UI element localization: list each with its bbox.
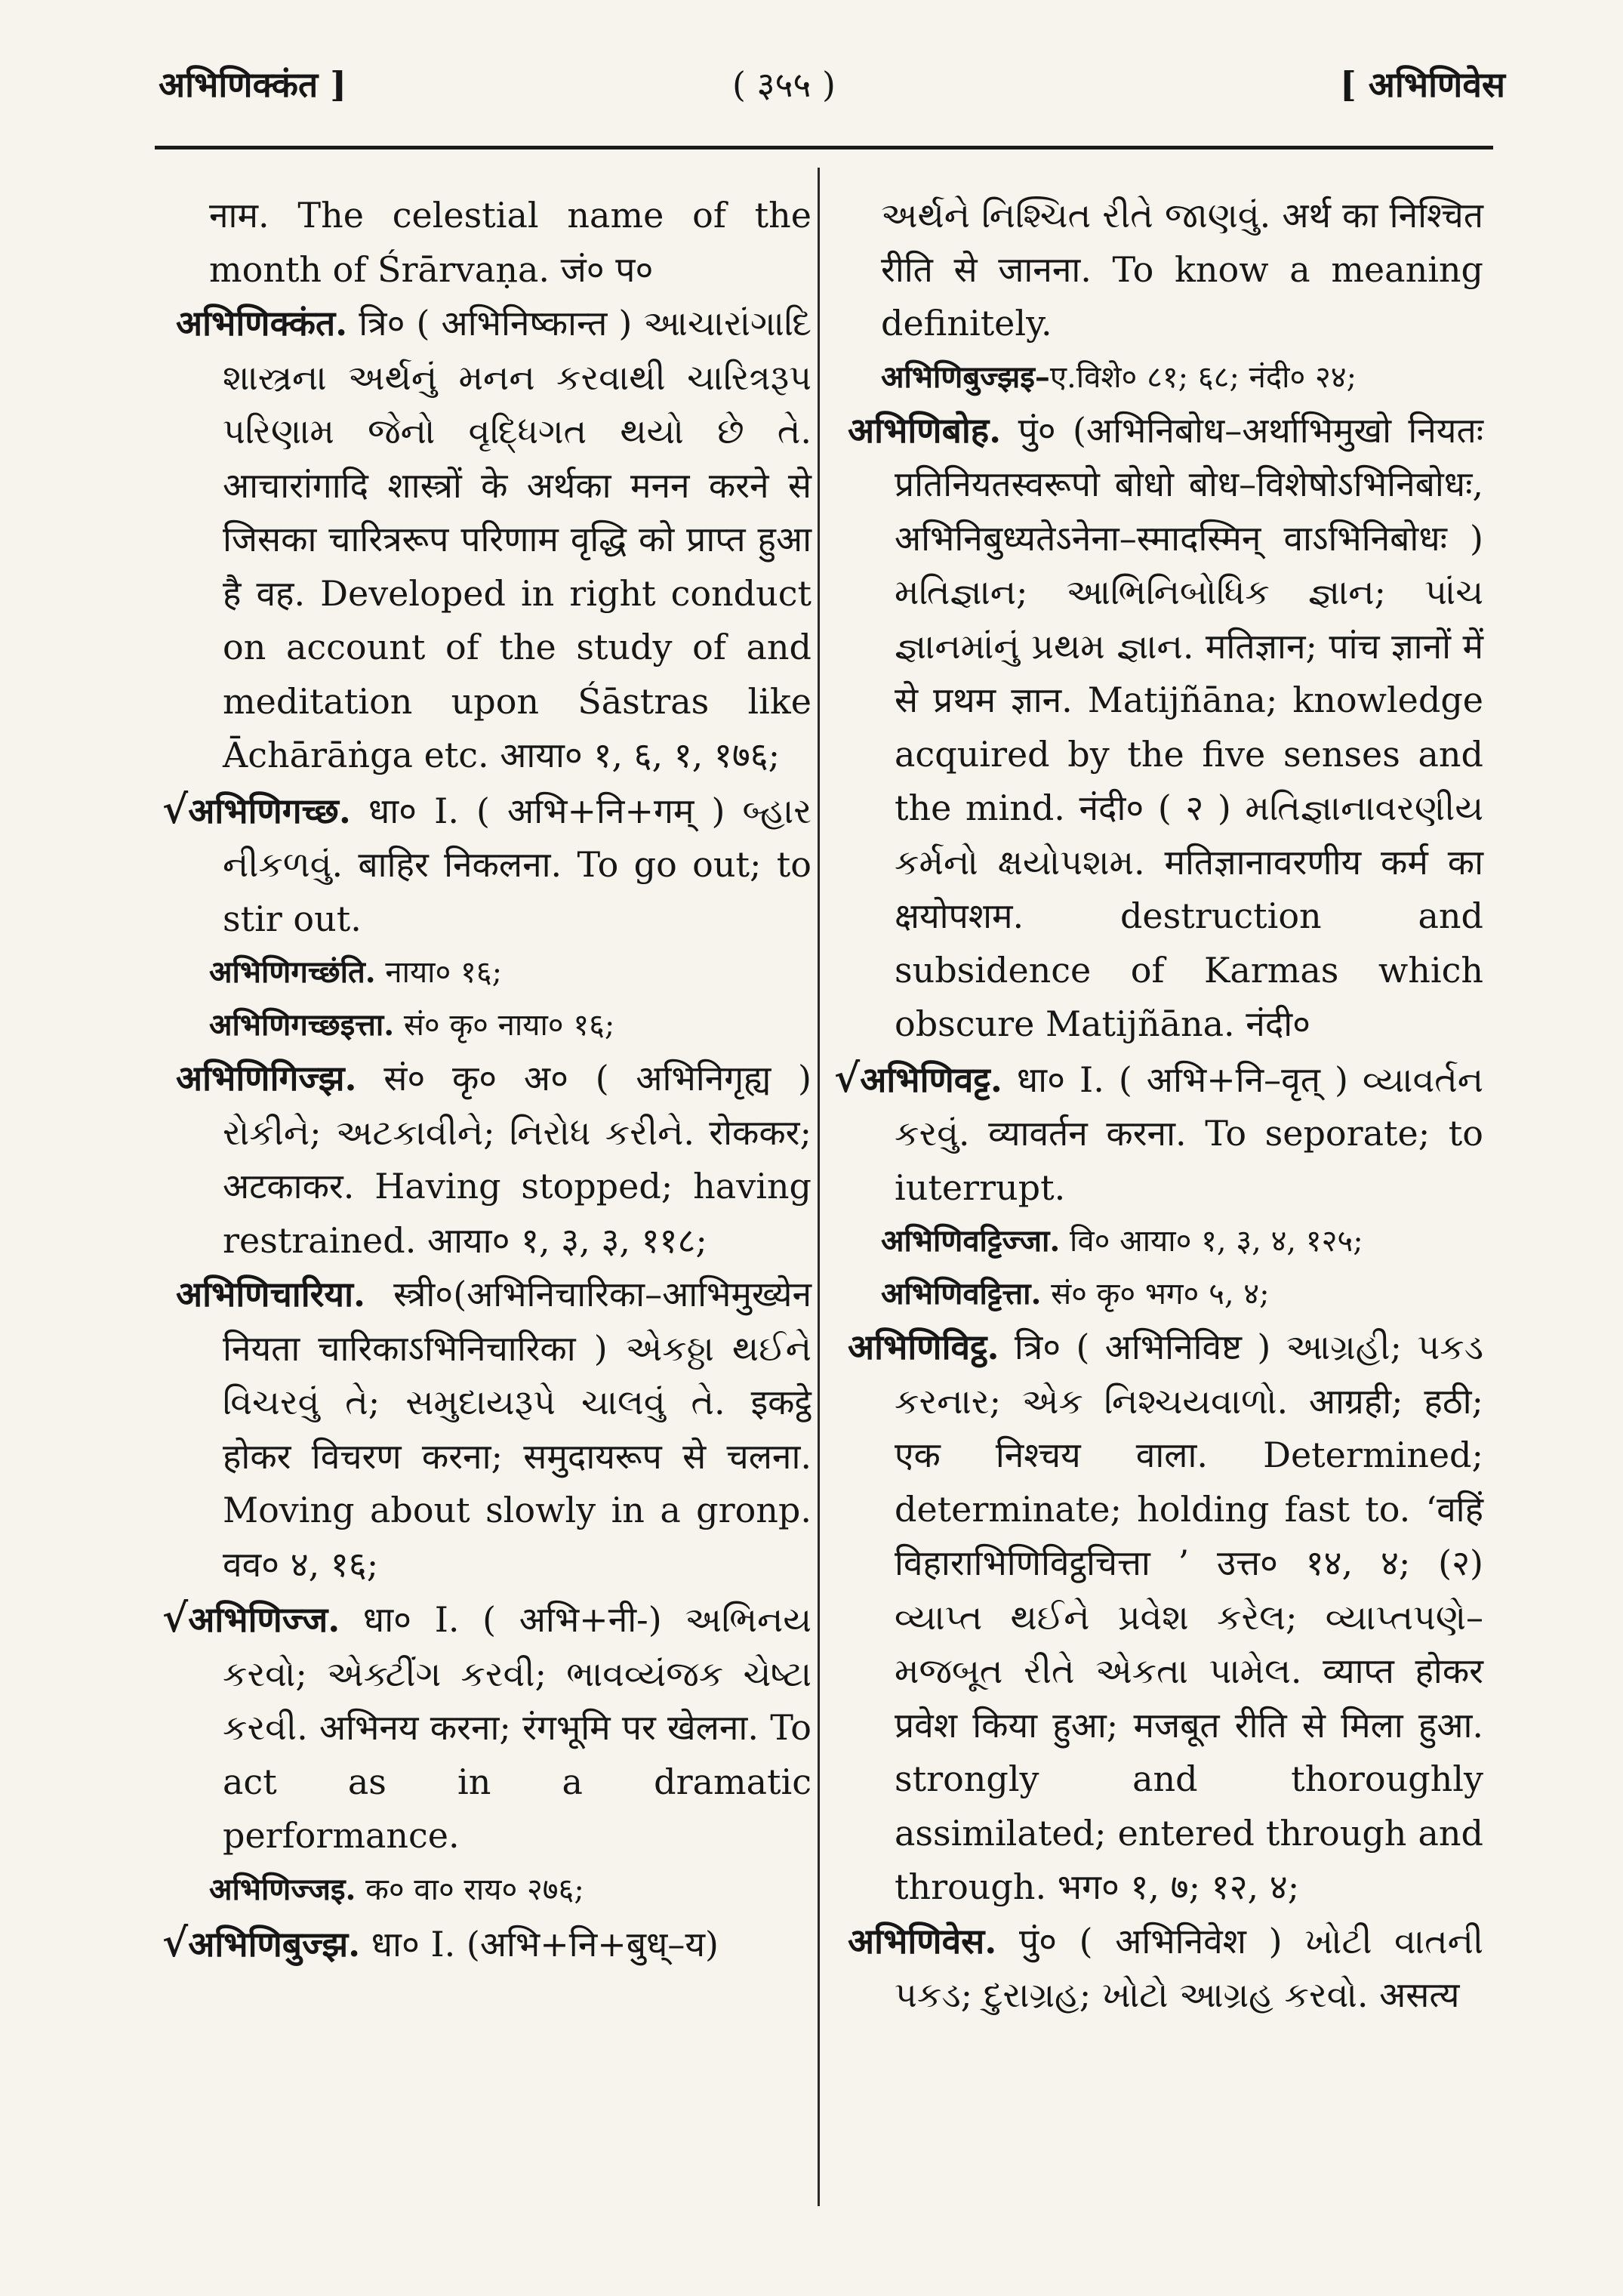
header-right-guideword: [ अभिणिवेस (1339, 64, 1505, 105)
entry-headword: अभिणिबुज्झइ– (881, 359, 1050, 395)
entry-headword: अभिणिबोह. (848, 409, 1002, 451)
entry-headword: अभिणिबुज्झ. (188, 1923, 361, 1965)
dictionary-entry: √अभिणिज्ज. धा० I. ( अभि+नी-) અભિનય કરવો; એક્ટીંગ કરવી; ભાવવ્યંજક ચેષ્ટા કરવી. अभिनय करना; रंगभूमि पर खेलना. To act as in a dramatic performance. (162, 1595, 812, 1856)
right-column (834, 189, 1483, 2023)
entry-headword: अभिणिगच्छंति. (209, 954, 376, 990)
header-left-guideword: अभिणिक्कंत ] (159, 64, 346, 105)
page-header (151, 54, 1510, 115)
entry-headword: अभिणिक्कंत. (176, 303, 348, 344)
dictionary-subentry: अभिणिगच्छइत्ता. सं० कृ० नाया० १६; (209, 1007, 615, 1043)
checkmark-icon: √ (834, 1055, 861, 1102)
page-number: ( ३५५ ) (732, 64, 836, 105)
dictionary-subentry: अभिणिवट्टित्ता. सं० कृ० भग० ५, ४; (881, 1276, 1270, 1311)
entry-headword: अभिणिज्जइ. (209, 1871, 356, 1907)
dictionary-entry: अभिणिबोह. पुं० (अभिनिबोध–अर्थाभिमुखो नियतः प्रतिनियतस्वरूपो बोधो बोध–विशेषोऽभिनिबोधः, अभिनिबुध्यतेऽनेना–स्मादस्मिन् वाऽभिनिबोधः ) મતિજ્ઞાન; આભિનિબોધિક જ્ઞાન; પાંચ જ્ઞાનમાંનું પ્રથમ જ્ઞાન. मतिज्ञान; पांच ज्ञानों में से प्रथम ज्ञान. Matijñāna; knowledge acquired by the five senses and the mind. नंदी० ( २ ) મતિજ્ઞાનાવરણીય કર્મનો ક્ષયોપશમ. मतिज्ञानावरणीय कर्म का क्षयोपशम. destruction and subsidence of Karmas which obscure Matijñāna. नंदी० (848, 409, 1483, 1044)
dictionary-entry: √अभिणिबुज्झ. धा० I. (अभि+नि+बुध्–य) (162, 1919, 719, 1966)
dictionary-entry: √अभिणिवट्ट. धा० I. ( अभि+नि–वृत् ) વ્યાવર્તન કરવું. व्यावर्तन करना. To seporate; to iuterrupt. (834, 1055, 1484, 1208)
entry-headword: अभिणिविट्ठ. (848, 1327, 999, 1367)
dictionary-entry: √अभिणिगच्छ. धा० I. ( अभि+नि+गम् ) બ્હાર નીકળવું. बाहिर निकलना. To go out; to stir out. (162, 786, 812, 939)
left-column (162, 189, 812, 1971)
entry-headword: अभिणिगिज्झ. (176, 1058, 357, 1099)
dictionary-subentry: अभिणिबुज्झइ–ए.विशे० ८१; ६८; नंदी० २४; (881, 359, 1357, 395)
entry-headword: अभिणिवेस. (848, 1920, 997, 1962)
entry-headword: अभिणिवट्टिज्जा. (881, 1223, 1061, 1259)
entry-headword: अभिणिवट्टित्ता. (881, 1276, 1042, 1311)
dictionary-entry: नाम. The celestial name of the month of Śrārvaṇa. जं० प० (209, 195, 812, 290)
dictionary-subentry: अभिणिज्जइ. क० वा० राय० २७६; (209, 1871, 584, 1907)
entry-headword: अभिणिवट्ट. (860, 1059, 1002, 1100)
checkmark-icon: √ (162, 786, 189, 833)
dictionary-subentry: अभिणिवट्टिज्जा. वि० आया० १, ३, ४, १२५; (881, 1223, 1363, 1259)
column-divider (818, 168, 820, 2206)
header-rule (155, 146, 1493, 149)
entry-headword: अभिणिचारिया. (176, 1274, 366, 1314)
dictionary-entry: अभिणिविट्ठ. त्रि० ( अभिनिविष्ट ) આગ્રહી; પકડ કરનાર; એક નિશ્ચયવાળો. आग्रही; हठी; एक निश्चय वाला. Determined; determinate; holding fast to. ‘वहिं विहाराभिणिविट्ठचित्ता ’ उत्त० १४, ४; (२) વ્યાપ્ત થઈને પ્રવેશ કરેલ; વ્યાપ્તપણે–મજબૂત રીતે એકતા પામેલ. व्याप्त होकर प्रवेश किया हुआ; मजबूत रीति से मिला हुआ. strongly and thoroughly assimilated; entered through and through. भग० १, ७; १२, ४; (848, 1327, 1483, 1907)
dictionary-entry: अभिणिगिज्झ. सं० कृ० अ० ( अभिनिगृह्य ) રોકીને; અટકાવીને; નિરોધ કરીને. रोककर; अटकाकर. Having stopped; having restrained. आया० १, ३, ३, ११८; (176, 1058, 812, 1261)
dictionary-entry: अभिणिवेस. पुं० ( अभिनिवेश ) ખોટી વાતની પકડ; દુરાગ્રહ; ખોટો આગ્રહ કરવો. असत्य (848, 1920, 1483, 2015)
entry-headword: अभिणिज्ज. (188, 1599, 340, 1640)
dictionary-entry: अभिणिचारिया. स्त्री०(अभिनिचारिका–आभिमुख्येन नियता चारिकाऽभिनिचारिका ) એકઠ્ઠા થઈને વિચરવું તે; સમુદાયરૂપે ચાલવું તે. इकट्ठे होकर विचरण करना; समुदायरूप से चलना. Moving about slowly in a gronp. वव० ४, १६; (176, 1274, 812, 1585)
dictionary-entry: અર્થને નિશ્ચિત રીતે જાણવું. अर्थ का निश्चित रीति से जानना. To know a meaning definitely. (881, 195, 1483, 344)
entry-headword: अभिणिगच्छइत्ता. (209, 1007, 395, 1043)
checkmark-icon: √ (162, 1595, 189, 1641)
dictionary-entry: अभिणिक्कंत. त्रि० ( अभिनिष्कान्त ) આચારાંગાદિ શાસ્ત્રના અર્થનું મનન કરવાથી ચારિત્રરૂપ પરિણામ જેનો વૃદ્ધિગત થયો છે તે. आचारांगादि शास्त्रों के अर्थका मनन करने से जिसका चारित्ररूप परिणाम वृद्धि को प्राप्त हुआ है वह. Developed in right conduct on account of the study of and meditation upon Śāstras like Āchārāṅga etc. आया० १, ६, १, १७६; (176, 303, 812, 775)
entry-headword: अभिणिगच्छ. (188, 790, 351, 831)
dictionary-subentry: अभिणिगच्छंति. नाया० १६; (209, 954, 503, 990)
checkmark-icon: √ (162, 1919, 189, 1966)
